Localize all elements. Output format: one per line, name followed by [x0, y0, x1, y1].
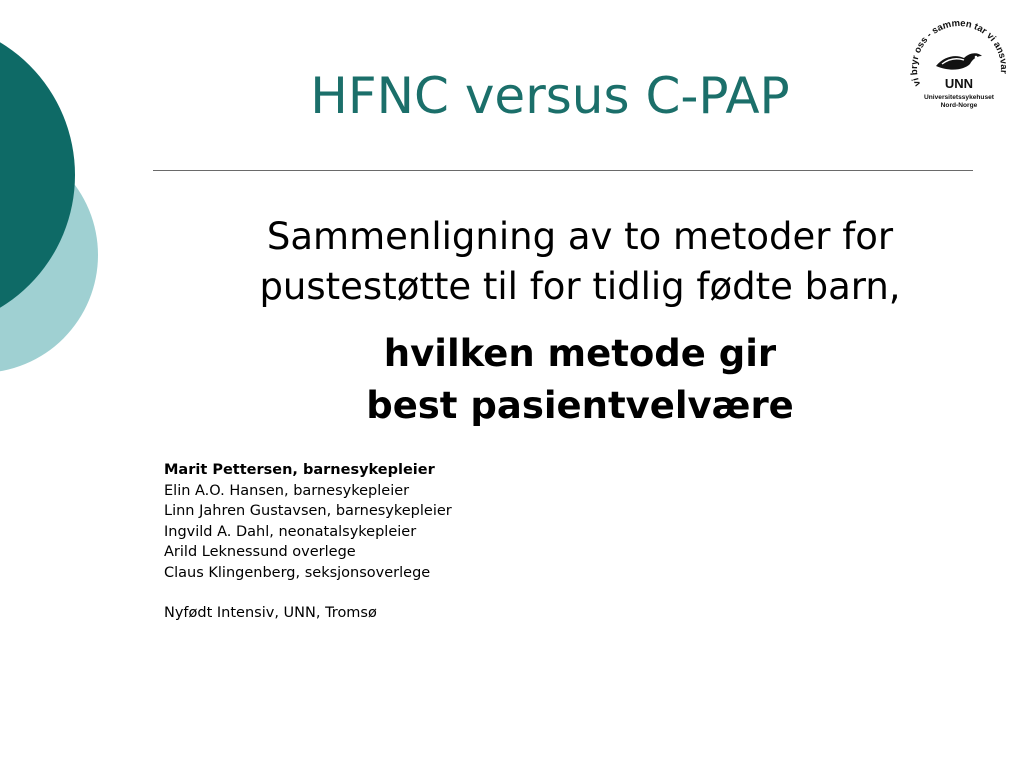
- author-item: Ingvild A. Dahl, neonatalsykepleier: [164, 523, 417, 540]
- slide-title: HFNC versus C-PAP: [310, 67, 790, 125]
- slide-question: [170, 328, 990, 432]
- slide-subtitle: [170, 212, 990, 312]
- affiliation: Nyfødt Intensiv, UNN, Tromsø: [164, 605, 377, 621]
- subtitle-line-2: pustestøtte til for tidlig fødte barn,: [259, 265, 901, 308]
- title-divider: [153, 170, 973, 171]
- author-item: Linn Jahren Gustavsen, barnesykepleier: [164, 503, 452, 519]
- question-line-2: best pasientvelvære: [366, 384, 794, 427]
- logo-line2: Nord-Norge: [940, 102, 978, 109]
- author-item: Marit Pettersen, barnesykepleier: [164, 462, 435, 478]
- author-list: [164, 460, 452, 624]
- subtitle-line-1: Sammenligning av to metoder for: [266, 215, 894, 258]
- author-gap: [164, 583, 452, 603]
- author-item: Claus Klingenberg, seksjonsoverlege: [164, 564, 431, 581]
- decorative-circles: [0, 0, 110, 420]
- logo-name: UNN: [944, 76, 974, 91]
- question-line-1: hvilken metode gir: [383, 332, 777, 375]
- author-item: Elin A.O. Hansen, barnesykepleier: [164, 482, 410, 499]
- logo-line1: Universitetssykehuset: [923, 94, 995, 101]
- logo-ring-text: vi bryr oss - sammen tar vi ansvar: [908, 17, 1010, 88]
- author-item: Arild Leknessund overlege: [164, 544, 356, 560]
